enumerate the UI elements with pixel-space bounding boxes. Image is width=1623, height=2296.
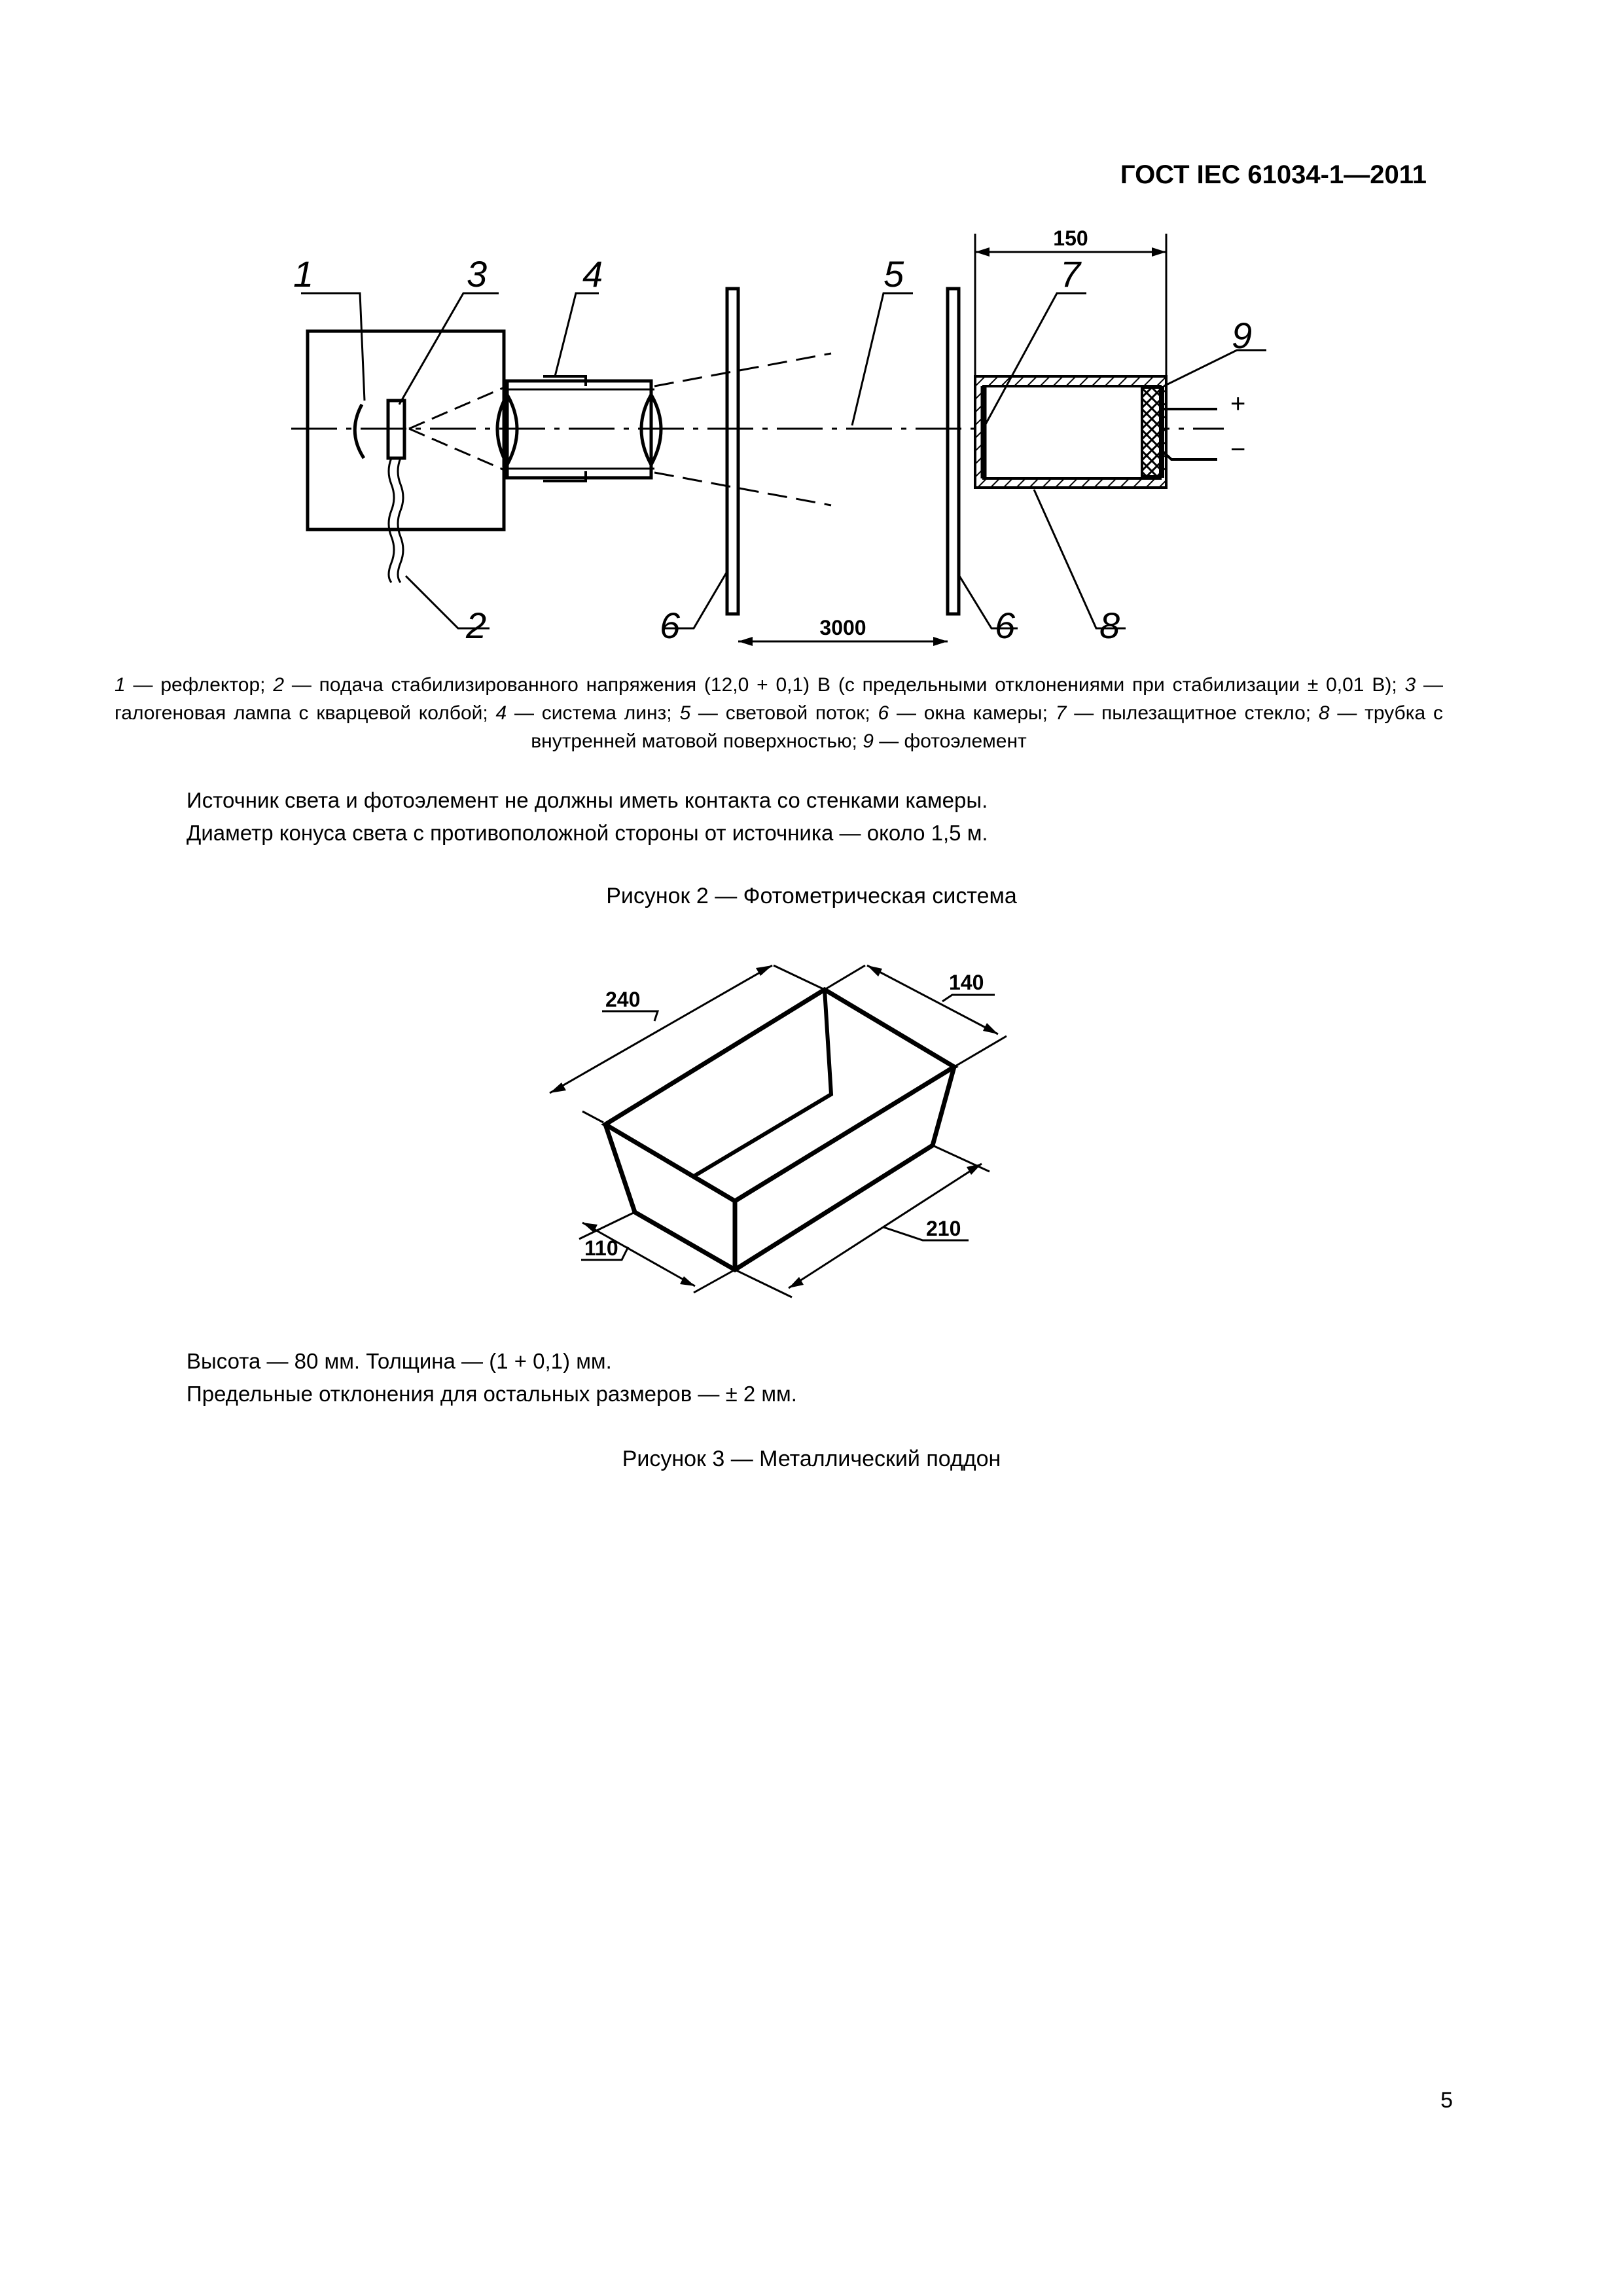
figure2-caption: Рисунок 2 — Фотометрическая система xyxy=(606,884,1017,908)
label-5: 5 xyxy=(883,253,904,295)
tray-rim xyxy=(605,990,954,1201)
dimension-240: 240 xyxy=(605,988,641,1011)
label-1: 1 xyxy=(293,253,314,295)
label-7: 7 xyxy=(1060,253,1081,295)
legend-item-9: 9 — фотоэлемент xyxy=(863,730,1027,752)
dimension-210: 210 xyxy=(926,1217,961,1240)
legend-item-2: 2 — подача стабилизированного напряжения (12,0 + 0,1) В (с предельными отклонениями при стабилизации ± 0,01 В); xyxy=(273,674,1405,696)
legend-item-8: 8 — трубка с внутренней матовой поверхностью; xyxy=(531,702,1443,752)
label-6-left: 6 xyxy=(660,605,681,646)
note-line: Высота — 80 мм. Толщина — (1 + 0,1) мм. xyxy=(187,1349,612,1373)
legend-item-1: 1 — рефлектор; xyxy=(115,674,274,696)
document-header: ГОСТ IEC 61034-1—2011 xyxy=(1120,160,1427,189)
minus-sign: − xyxy=(1230,435,1246,464)
label-8: 8 xyxy=(1099,605,1120,646)
note-line: Источник света и фотоэлемент не должны иметь контакта со стенками камеры. xyxy=(187,788,988,812)
label-2: 2 xyxy=(466,605,487,646)
legend-item-6: 6 — окна камеры; xyxy=(878,702,1056,724)
figure3-notes xyxy=(187,1345,797,1410)
plus-sign: + xyxy=(1230,389,1246,418)
legend-item-5: 5 — световой поток; xyxy=(679,702,878,724)
dimension-140: 140 xyxy=(949,971,984,994)
dimension-110: 110 xyxy=(584,1236,618,1260)
legend-item-3: 3 — галогеновая лампа с кварцевой колбой; xyxy=(115,674,1443,724)
label-6-right: 6 xyxy=(995,605,1016,646)
figure3-caption: Рисунок 3 — Металлический поддон xyxy=(622,1446,1001,1471)
label-3: 3 xyxy=(467,253,488,295)
note-line: Предельные отклонения для остальных размеров — ± 2 мм. xyxy=(187,1382,797,1406)
legend-item-4: 4 — система линз; xyxy=(495,702,680,724)
dimension-3000: 3000 xyxy=(819,616,866,639)
page-number: 5 xyxy=(1440,2088,1453,2113)
dimension-150: 150 xyxy=(1053,226,1088,250)
label-9: 9 xyxy=(1232,315,1253,356)
label-4: 4 xyxy=(582,253,603,295)
note-line: Диаметр конуса света с противоположной стороны от источника — около 1,5 м. xyxy=(187,821,988,845)
legend-item-7: 7 — пылезащитное стекло; xyxy=(1055,702,1319,724)
